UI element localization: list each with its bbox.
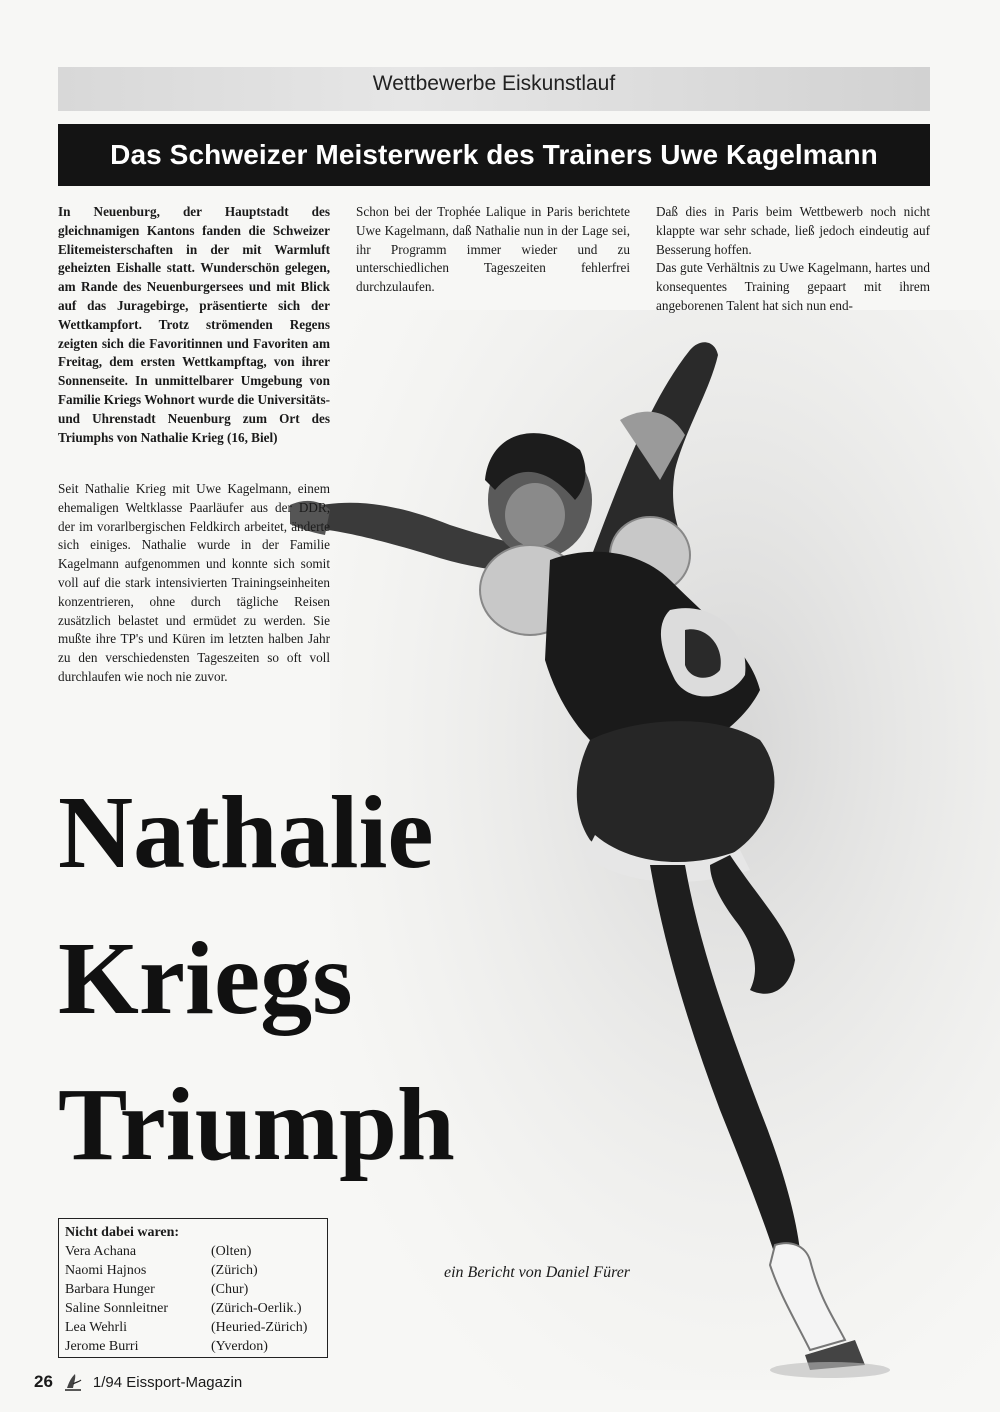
intro-column xyxy=(58,203,330,447)
page-number: 26 xyxy=(34,1372,53,1391)
body-column-1 xyxy=(58,480,330,687)
body-column-3 xyxy=(656,203,930,316)
skater-club: (Heuried-Zürich) xyxy=(211,1320,308,1335)
headline-bar xyxy=(58,124,930,186)
list-item xyxy=(65,1280,321,1299)
absent-skaters-box xyxy=(58,1218,328,1358)
body-text-3a: Daß dies in Paris beim Wettbewerb noch nicht klappte war sehr schade, ließ jedoch eindeutig auf Besserung hoffen. xyxy=(656,204,930,257)
body-column-2 xyxy=(356,203,630,297)
title-line-2: Kriegs xyxy=(58,921,353,1036)
skater-name: Lea Wehrli xyxy=(65,1320,127,1335)
skater-club: (Chur) xyxy=(211,1282,249,1297)
issue-label: 1/94 Eissport-Magazin xyxy=(92,1373,243,1391)
list-item xyxy=(65,1261,321,1280)
list-item xyxy=(65,1337,321,1356)
headline: Das Schweizer Meisterwerk des Trainers Uwe Kagelmann xyxy=(110,139,878,170)
body-text-1: Seit Nathalie Krieg mit Uwe Kagelmann, einem ehemaligen Weltklasse Paarläufer aus der DDR, der im vorarlbergischen Feldkirch arbeitet, änderte sich einiges. Nathalie wurde in der Familie Kagelmann aufgenommen und konnte sich somit voll auf die stark intensivierten Trainingseinheiten konzentrieren, ohne durch tägliche Reisen zusätzlich belastet und ermüdet zu werden. Sie mußte ihre TP's und Küren im letzten halben Jahr zu den verschiedensten Tageszeiten so oft voll durchlaufen wie noch nie zuvor. xyxy=(58,481,330,684)
skater-club: (Olten) xyxy=(211,1244,252,1259)
byline: ein Bericht von Daniel Fürer xyxy=(444,1264,631,1281)
skater-name: Naomi Hajnos xyxy=(65,1263,147,1278)
skater-logo-icon xyxy=(61,1370,85,1394)
body-text-3b: Das gute Verhältnis zu Uwe Kagelmann, hartes und konsequentes Training gepaart mit ihrem angeborenen Talent hat sich nun end- xyxy=(656,260,930,313)
title-line-3: Triumph xyxy=(58,1067,455,1182)
page-footer xyxy=(34,1370,242,1394)
absent-box-title: Nicht dabei waren: xyxy=(65,1225,180,1240)
skater-club: (Yverdon) xyxy=(211,1339,268,1354)
intro-text: In Neuenburg, der Hauptstadt des gleichnamigen Kantons fanden die Schweizer Elitemeisterschaften in der mit Warmluft geheizten Eishalle statt. Wunderschön gelegen, am Rande des Neuenburgersees und mit Blick auf das Juragebirge, präsentierte sich der Wettkampfort. Trotz strömenden Regens zeigten sich die Favoritinnen und Favoriten am Freitag, dem ersten Wettkampftag, von ihrer Sonnenseite. In unmittelbarer Umgebung von Familie Kriegs Wohnort wurde die Universitäts- und Uhrenstadt Neuenburg zum Ort des Triumphs von Nathalie Krieg (16, Biel) xyxy=(58,204,330,445)
title-line-1: Nathalie xyxy=(58,775,434,890)
skater-name: Jerome Burri xyxy=(65,1339,139,1354)
list-item xyxy=(65,1242,321,1261)
article-title xyxy=(58,760,618,1198)
skater-name: Vera Achana xyxy=(65,1244,137,1259)
skater-club: (Zürich-Oerlik.) xyxy=(211,1301,302,1316)
skater-club: (Zürich) xyxy=(211,1263,258,1278)
section-label: Wettbewerbe Eiskunstlauf xyxy=(372,72,616,95)
skater-name: Saline Sonnleitner xyxy=(65,1301,169,1316)
list-item xyxy=(65,1318,321,1337)
list-item xyxy=(65,1299,321,1318)
skater-name: Barbara Hunger xyxy=(65,1282,155,1297)
body-text-2: Schon bei der Trophée Lalique in Paris berichtete Uwe Kagelmann, daß Nathalie nun in der Lage sei, ihr Programm immer wieder und zu unterschiedlichen Tageszeiten fehlerfrei durchzulaufen. xyxy=(356,204,630,295)
